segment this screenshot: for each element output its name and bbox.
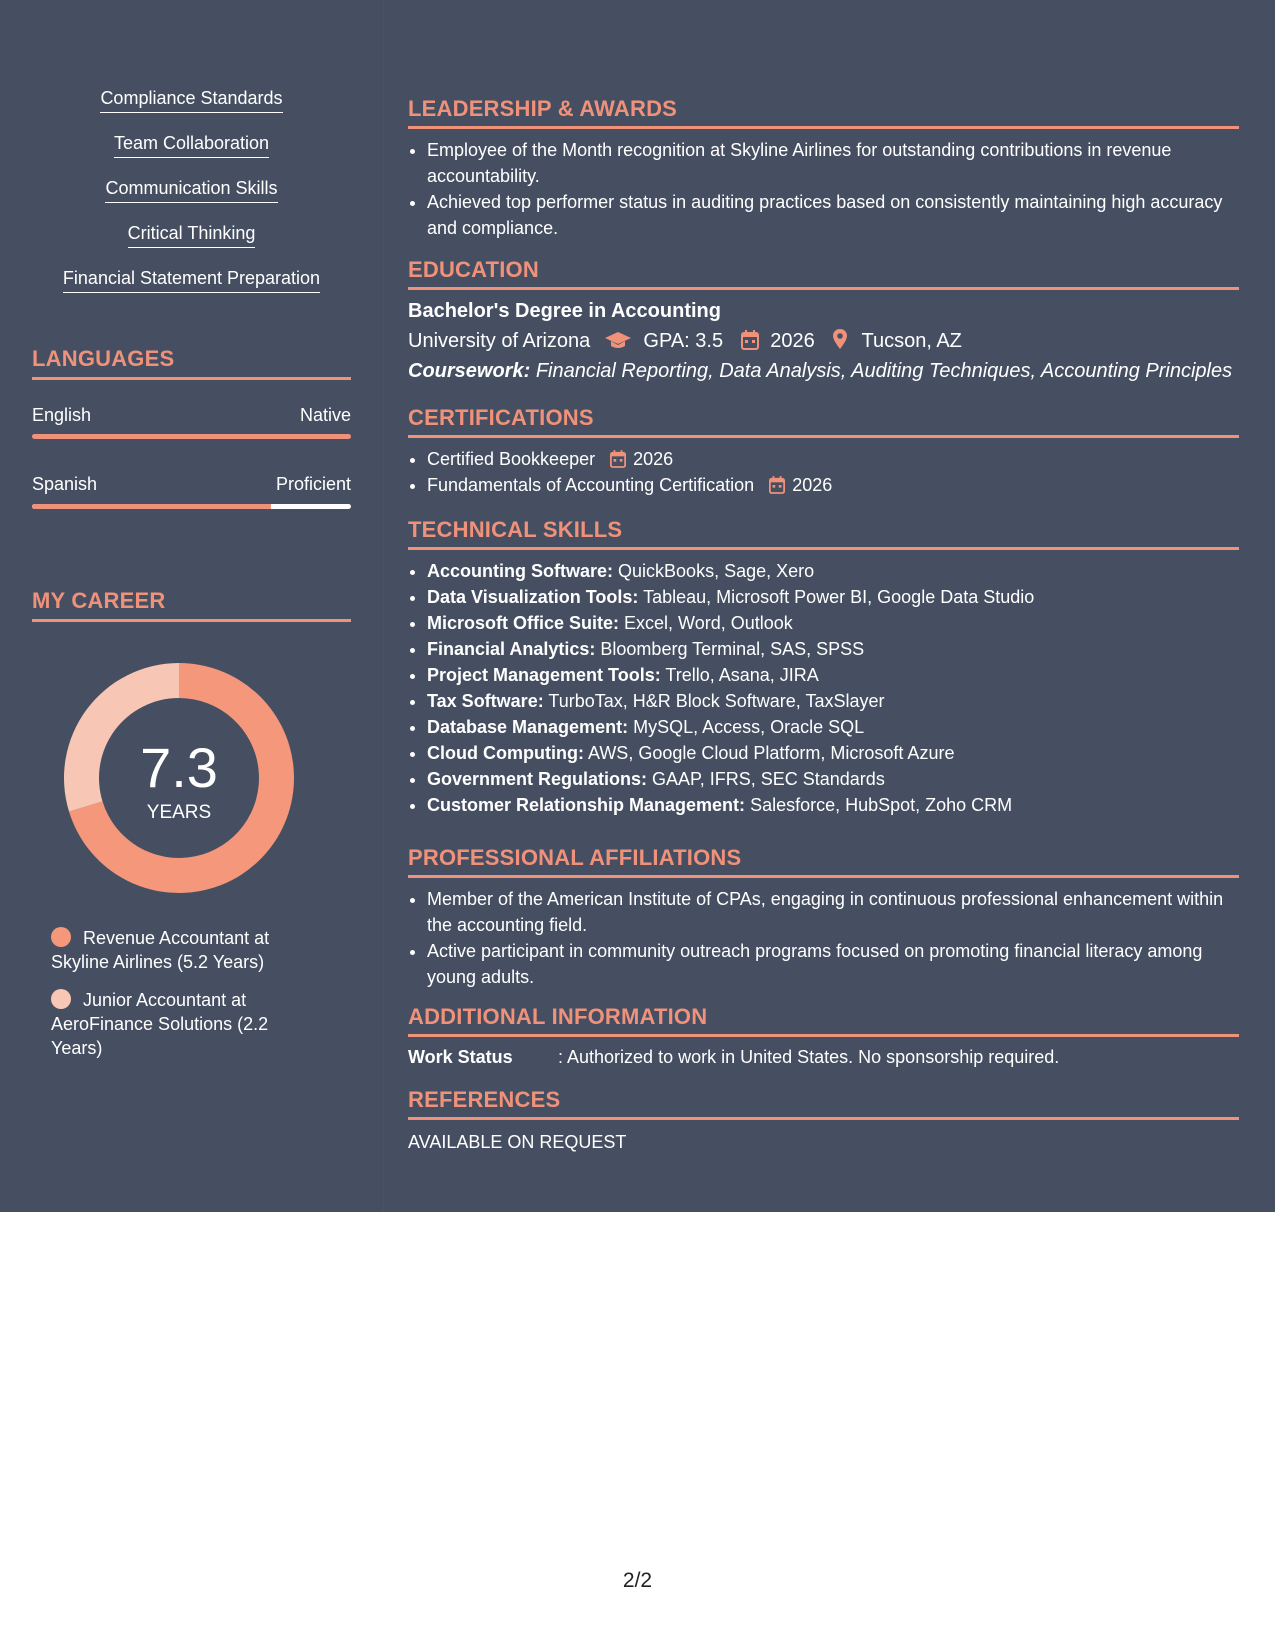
technical-skill-item: • Project Management Tools: Trello, Asana, JIRA (427, 662, 1239, 688)
technical-skill-item: • Tax Software: TurboTax, H&R Block Software, TaxSlayer (427, 688, 1239, 714)
graduation-year: 2026 (770, 330, 815, 352)
technical-skill-item: • Cloud Computing: AWS, Google Cloud Platform, Microsoft Azure (427, 740, 1239, 766)
list-item: • Achieved top performer status in auditing practices based on consistently maintaining high accuracy and compliance. (427, 189, 1239, 241)
heading-rule (408, 435, 1239, 438)
technical-skill-item: • Accounting Software: QuickBooks, Sage, Xero (427, 558, 1239, 584)
school-name: University of Arizona (408, 330, 591, 352)
language-spanish (32, 474, 351, 495)
additional-info-section (408, 1004, 1239, 1068)
list-item: • Employee of the Month recognition at Skyline Airlines for outstanding contributions in revenue accountability. (427, 137, 1239, 189)
career-total-years: 7.3 (140, 736, 218, 799)
affiliations-section (408, 845, 1239, 990)
heading-rule (408, 547, 1239, 550)
language-level: Native (299, 405, 351, 425)
degree-title: Bachelor's Degree in Accounting (408, 300, 721, 322)
technical-skill-item: • Customer Relationship Management: Salesforce, HubSpot, Zoho CRM (427, 792, 1239, 818)
graduation-cap-icon (604, 330, 632, 350)
languages-heading: LANGUAGES (32, 346, 175, 371)
work-status-value: : Authorized to work in United States. No sponsorship required. (558, 1047, 1060, 1067)
career-donut-chart (64, 663, 294, 893)
language-english (32, 405, 351, 426)
career-heading: MY CAREER (32, 588, 166, 613)
skill-item: Critical Thinking (32, 223, 351, 248)
heading-rule (408, 126, 1239, 129)
technical-skills-list (408, 558, 1239, 818)
skill-item: Financial Statement Preparation (32, 268, 351, 293)
coursework (408, 360, 1239, 383)
heading-rule (32, 377, 351, 380)
language-name: Spanish (32, 474, 98, 494)
coursework-label: Coursework: (408, 360, 531, 382)
work-status-label: Work Status (408, 1047, 513, 1067)
work-status-row (408, 1047, 1239, 1068)
technical-skill-item: • Data Visualization Tools: Tableau, Microsoft Power BI, Google Data Studio (427, 584, 1239, 610)
legend-dot (51, 989, 71, 1009)
certifications-heading: CERTIFICATIONS (408, 405, 594, 430)
column-divider (383, 0, 384, 1212)
heading-rule (408, 287, 1239, 290)
certifications-section (408, 405, 1239, 498)
skill-item: Communication Skills (32, 178, 351, 203)
affiliations-heading: PROFESSIONAL AFFILIATIONS (408, 845, 742, 870)
school-location: Tucson, AZ (861, 330, 962, 352)
references-text: AVAILABLE ON REQUEST (408, 1132, 627, 1152)
technical-skill-item: • Financial Analytics: Bloomberg Terminal, SAS, SPSS (427, 636, 1239, 662)
career-years-unit: YEARS (146, 802, 212, 823)
leadership-section (408, 96, 1239, 241)
calendar-icon (741, 330, 759, 350)
technical-skills-section (408, 517, 1239, 818)
education-details (408, 328, 1239, 353)
location-pin-icon (832, 328, 848, 350)
list-item: • Certified Bookkeeper 2026 (427, 446, 1239, 472)
leadership-heading: LEADERSHIP & AWARDS (408, 96, 678, 121)
coursework-list: Financial Reporting, Data Analysis, Auditing Techniques, Accounting Principles (535, 360, 1233, 382)
technical-skill-item: • Microsoft Office Suite: Excel, Word, Outlook (427, 610, 1239, 636)
education-heading: EDUCATION (408, 257, 539, 282)
heading-rule (408, 1034, 1239, 1037)
page-number: 2/2 (622, 1569, 653, 1592)
skill-item: Compliance Standards (32, 88, 351, 113)
list-item: • Fundamentals of Accounting Certification 2026 (427, 472, 1239, 498)
references-section (408, 1087, 1239, 1153)
technical-skill-item: • Government Regulations: GAAP, IFRS, SEC Standards (427, 766, 1239, 792)
calendar-icon (610, 450, 626, 468)
calendar-icon (769, 476, 785, 494)
technical-skills-heading: TECHNICAL SKILLS (408, 517, 623, 542)
language-bar-english (32, 434, 351, 439)
list-item: • Active participant in community outreach programs focused on promoting financial literacy among young adults. (427, 938, 1239, 990)
education-section (408, 257, 1239, 383)
language-level: Proficient (275, 474, 351, 494)
technical-skill-item: • Database Management: MySQL, Access, Oracle SQL (427, 714, 1239, 740)
career-legend-item: Junior Accountant at AeroFinance Solutions (2.2 Years) (51, 990, 269, 1058)
language-name: English (32, 405, 92, 425)
references-heading: REFERENCES (408, 1087, 561, 1112)
heading-rule (32, 619, 351, 622)
list-item: • Member of the American Institute of CPAs, engaging in continuous professional enhancement within the accounting field. (427, 886, 1239, 938)
gpa: GPA: 3.5 (643, 330, 724, 352)
heading-rule (408, 875, 1239, 878)
skill-item: Team Collaboration (32, 133, 351, 158)
legend-dot (51, 927, 71, 947)
language-bar-spanish (32, 504, 351, 509)
career-legend-item: Revenue Accountant at Skyline Airlines (5.2 Years) (51, 928, 270, 972)
heading-rule (408, 1117, 1239, 1120)
additional-info-heading: ADDITIONAL INFORMATION (408, 1004, 708, 1029)
